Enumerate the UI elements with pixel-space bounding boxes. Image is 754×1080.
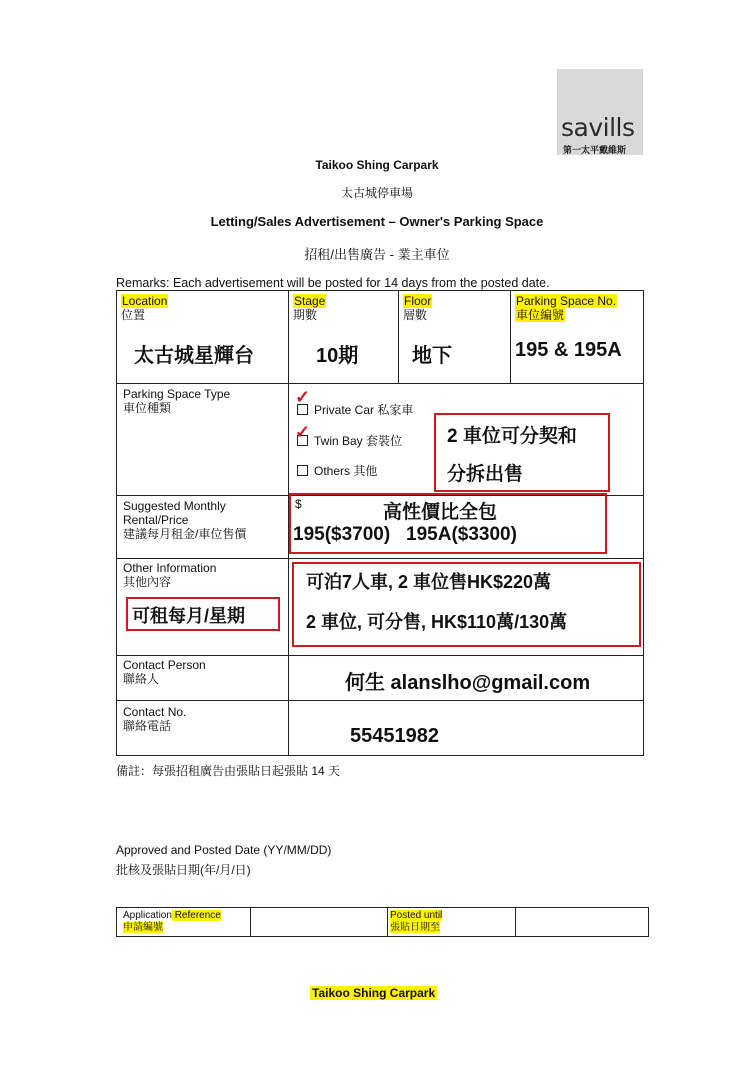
option-private-car[interactable]: Private Car 私家車	[297, 401, 413, 418]
reference-table	[116, 907, 649, 937]
subtitle-zh: 招租/出售廣告 - 業主車位	[304, 247, 450, 262]
other-info-label: Other Information 其他內容	[123, 561, 217, 589]
subtitle-en: Letting/Sales Advertisement – Owner's Parking Space	[210, 214, 544, 229]
space-no-label: Parking Space No. 車位編號	[516, 294, 617, 322]
approved-date-en: Approved and Posted Date (YY/MM/DD)	[116, 843, 332, 857]
logo-subtitle: 第一太平戴維斯	[563, 145, 627, 155]
other-line1: 可泊7人車, 2 車位售HK$220萬	[306, 572, 552, 592]
stage-value: 10期	[316, 345, 359, 367]
type-note-line1: 2 車位可分契和	[447, 426, 577, 447]
other-left-text: 可租每月/星期	[132, 606, 246, 626]
savills-logo	[557, 69, 643, 155]
approved-date-zh: 批核及張貼日期(年/月/日)	[116, 863, 251, 877]
floor-value: 地下	[412, 345, 452, 367]
rent-box	[289, 493, 607, 554]
remarks-text: Remarks: Each advertisement will be posted for 14 days from the posted date.	[116, 276, 550, 290]
title-en: Taikoo Shing Carpark	[315, 158, 439, 172]
rent-line1: 高性價比全包	[383, 502, 498, 523]
rent-label: Suggested Monthly Rental/Price 建議每月租金/車位售價	[123, 499, 247, 541]
location-label: Location 位置	[121, 294, 168, 322]
contact-person-label: Contact Person 聯絡人	[123, 658, 206, 686]
floor-label: Floor 層數	[403, 294, 432, 322]
type-note-line2: 分拆出售	[447, 464, 524, 485]
contact-no-label: Contact No. 聯絡電話	[123, 705, 187, 733]
currency-symbol: $	[295, 497, 302, 511]
footer-title: Taikoo Shing Carpark	[312, 986, 436, 1000]
logo-word: savills	[561, 113, 635, 142]
others-checkbox[interactable]	[297, 465, 308, 476]
option-others[interactable]: Others 其他	[297, 462, 377, 479]
title-zh: 太古城停車場	[340, 186, 413, 200]
contact-person-value: 何生 alanslho@gmail.com	[345, 672, 591, 694]
note-zh: 備註：每張招租廣告由張貼日起張貼 14 天	[116, 764, 341, 778]
contact-no-value: 55451982	[350, 725, 439, 747]
ad-form-table	[116, 290, 644, 756]
option-twin-bay[interactable]: Twin Bay 套裝位	[297, 432, 402, 449]
stage-label: Stage 期數	[293, 294, 326, 322]
private-car-check-icon: ✓	[295, 387, 311, 407]
posted-until-label: Posted until 張貼日期至	[390, 910, 443, 933]
other-left-box	[126, 597, 280, 631]
location-value: 太古城星輝台	[134, 345, 254, 367]
twin-bay-check-icon: ✓	[295, 422, 311, 442]
type-note-box	[434, 413, 610, 492]
other-line2: 2 車位, 可分售, HK$110萬/130萬	[306, 612, 568, 632]
rent-line2: 195($3700) 195A($3300)	[293, 524, 517, 545]
type-label: Parking Space Type 車位種類	[123, 387, 231, 415]
application-reference-label: Application Reference 申請編號	[123, 910, 221, 933]
space-no-value: 195 & 195A	[515, 339, 622, 361]
other-info-box	[292, 562, 641, 647]
